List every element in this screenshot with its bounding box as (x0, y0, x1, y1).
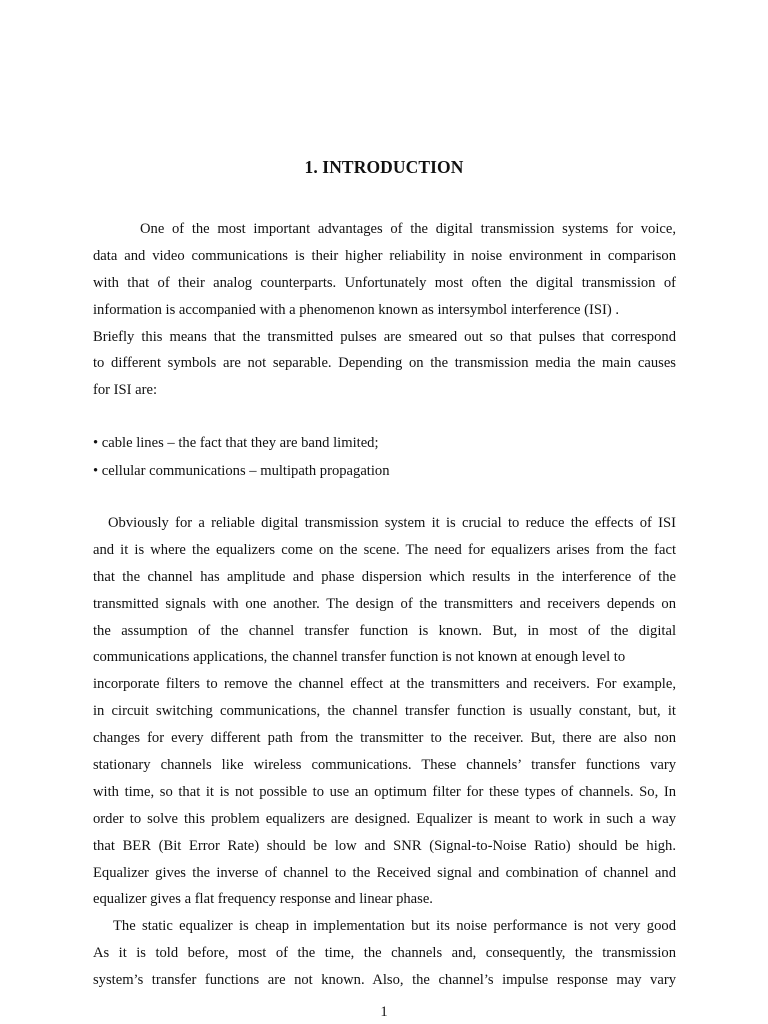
text-line: in circuit switching communications, the channel transfer function is usually constant, but, it (93, 703, 676, 720)
text-line: Obviously for a reliable digital transmission system it is crucial to reduce the effects of ISI (108, 515, 676, 531)
page-number: 1 (380, 1004, 388, 1020)
text-line: stationary channels like wireless communications. These channels’ transfer functions vary (93, 757, 676, 774)
text-line: that the channel has amplitude and phase dispersion which results in the interference of the (93, 568, 676, 585)
text-line: that BER (Bit Error Rate) should be low and SNR (Signal-to-Noise Ratio) should be high. (93, 837, 676, 854)
text-line: As it is told before, most of the time, the channels and, consequently, the transmission (93, 945, 676, 962)
text-line: with time, so that it is not possible to use an optimum filter for these types of channels. So, In (93, 783, 676, 800)
text-line: equalizer gives a flat frequency response and linear phase. (93, 891, 433, 908)
text-line: transmitted signals with one another. The design of the transmitters and receivers depends on (93, 595, 676, 612)
text-line: to different symbols are not separable. Depending on the transmission media the main causes (93, 355, 676, 372)
text-line: and it is where the equalizers come on the scene. The need for equalizers arises from the fact (93, 541, 676, 558)
text-line: communications applications, the channel transfer function is not known at enough level to (93, 649, 626, 666)
paragraph-1 (93, 216, 676, 404)
list-item: • cable lines – the fact that they are band limited; (93, 435, 379, 451)
text-line: for ISI are: (93, 382, 158, 399)
text-line: Briefly this means that the transmitted pulses are smeared out so that pulses that correspond (93, 328, 676, 345)
paragraph-2 (93, 510, 676, 994)
text-line: changes for every different path from the transmitter to the receiver. But, there are also non (93, 730, 676, 747)
text-line: the assumption of the channel transfer function is known. But, in most of the digital (93, 622, 676, 639)
section-title: 1. INTRODUCTION (304, 157, 464, 177)
text-line: Equalizer gives the inverse of channel to the Received signal and combination of channel and (93, 864, 676, 881)
text-line: One of the most important advantages of the digital transmission systems for voice, (140, 221, 676, 237)
list-item: • cellular communications – multipath propagation (93, 463, 390, 479)
text-line: information is accompanied with a phenomenon known as intersymbol interference (ISI) . (93, 301, 620, 318)
text-line: with that of their analog counterparts. Unfortunately most often the digital transmission of (93, 274, 676, 291)
text-line: incorporate filters to remove the channel effect at the transmitters and receivers. For example, (93, 676, 676, 693)
text-line: order to solve this problem equalizers are designed. Equalizer is meant to work in such a way (93, 810, 676, 827)
bullet-list (93, 429, 676, 485)
text-line: system’s transfer functions are not known. Also, the channel’s impulse response may vary (93, 972, 676, 989)
text-line: data and video communications is their higher reliability in noise environment in comparison (93, 247, 676, 264)
text-line: The static equalizer is cheap in implementation but its noise performance is not very good (113, 918, 676, 935)
